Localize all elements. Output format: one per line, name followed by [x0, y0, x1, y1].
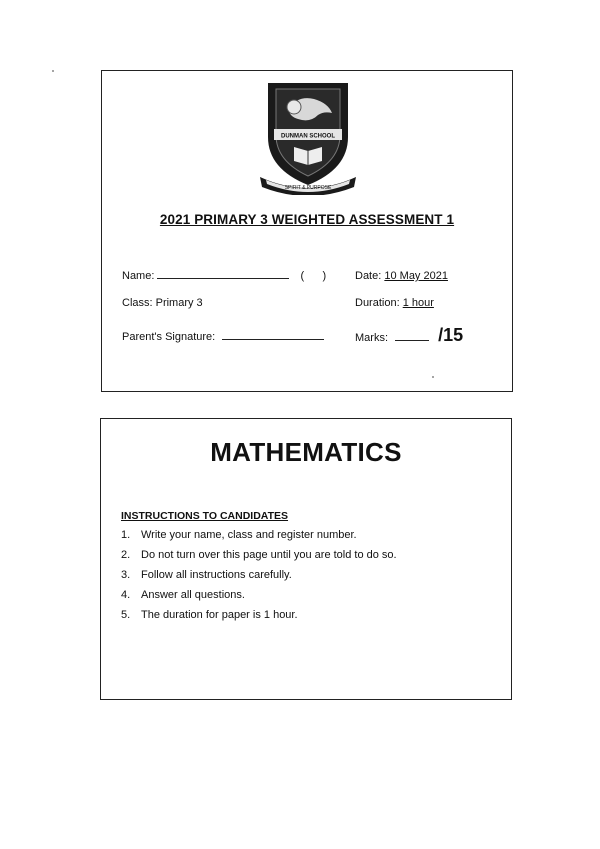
instruction-item: 2. Do not turn over this page until you are told to do so. [121, 549, 397, 561]
crest-motto: SPIRIT & PURPOSE [284, 185, 332, 191]
signature-field [122, 331, 324, 343]
register-number-brackets: ( ) [300, 270, 327, 282]
duration-field [355, 297, 434, 309]
name-label: Name: [122, 270, 155, 282]
marks-label: Marks: [355, 332, 388, 344]
duration-value: 1 hour [402, 297, 434, 309]
name-blank-line [157, 278, 289, 279]
assessment-title: 2021 PRIMARY 3 WEIGHTED ASSESSMENT 1 [159, 212, 455, 227]
school-crest-logo [258, 77, 358, 195]
duration-label: Duration: [355, 297, 400, 309]
crest-banner-text: DUNMAN SCHOOL [281, 133, 335, 140]
date-value: 10 May 2021 [384, 270, 448, 282]
date-label: Date: [355, 270, 382, 282]
marks-blank-line [395, 340, 429, 341]
class-field: Class: Primary 3 [122, 297, 203, 309]
date-field [355, 270, 448, 282]
instruction-item: 1. Write your name, class and register number. [121, 529, 357, 541]
instructions-list [121, 529, 397, 629]
scan-speck [52, 70, 54, 72]
subject-title: MATHEMATICS [210, 437, 402, 467]
scan-speck [432, 376, 434, 378]
cover-header-box [101, 70, 513, 392]
instruction-item: 3. Follow all instructions carefully. [121, 569, 292, 581]
instructions-heading: INSTRUCTIONS TO CANDIDATES [121, 510, 289, 522]
signature-blank-line [222, 339, 324, 340]
instruction-item: 5. The duration for paper is 1 hour. [121, 609, 298, 621]
instruction-item: 4. Answer all questions. [121, 589, 245, 601]
cover-instructions-box [100, 418, 512, 700]
marks-field [355, 325, 463, 346]
name-field [122, 270, 326, 282]
signature-label: Parent's Signature: [122, 331, 216, 343]
marks-total: /15 [438, 325, 464, 345]
